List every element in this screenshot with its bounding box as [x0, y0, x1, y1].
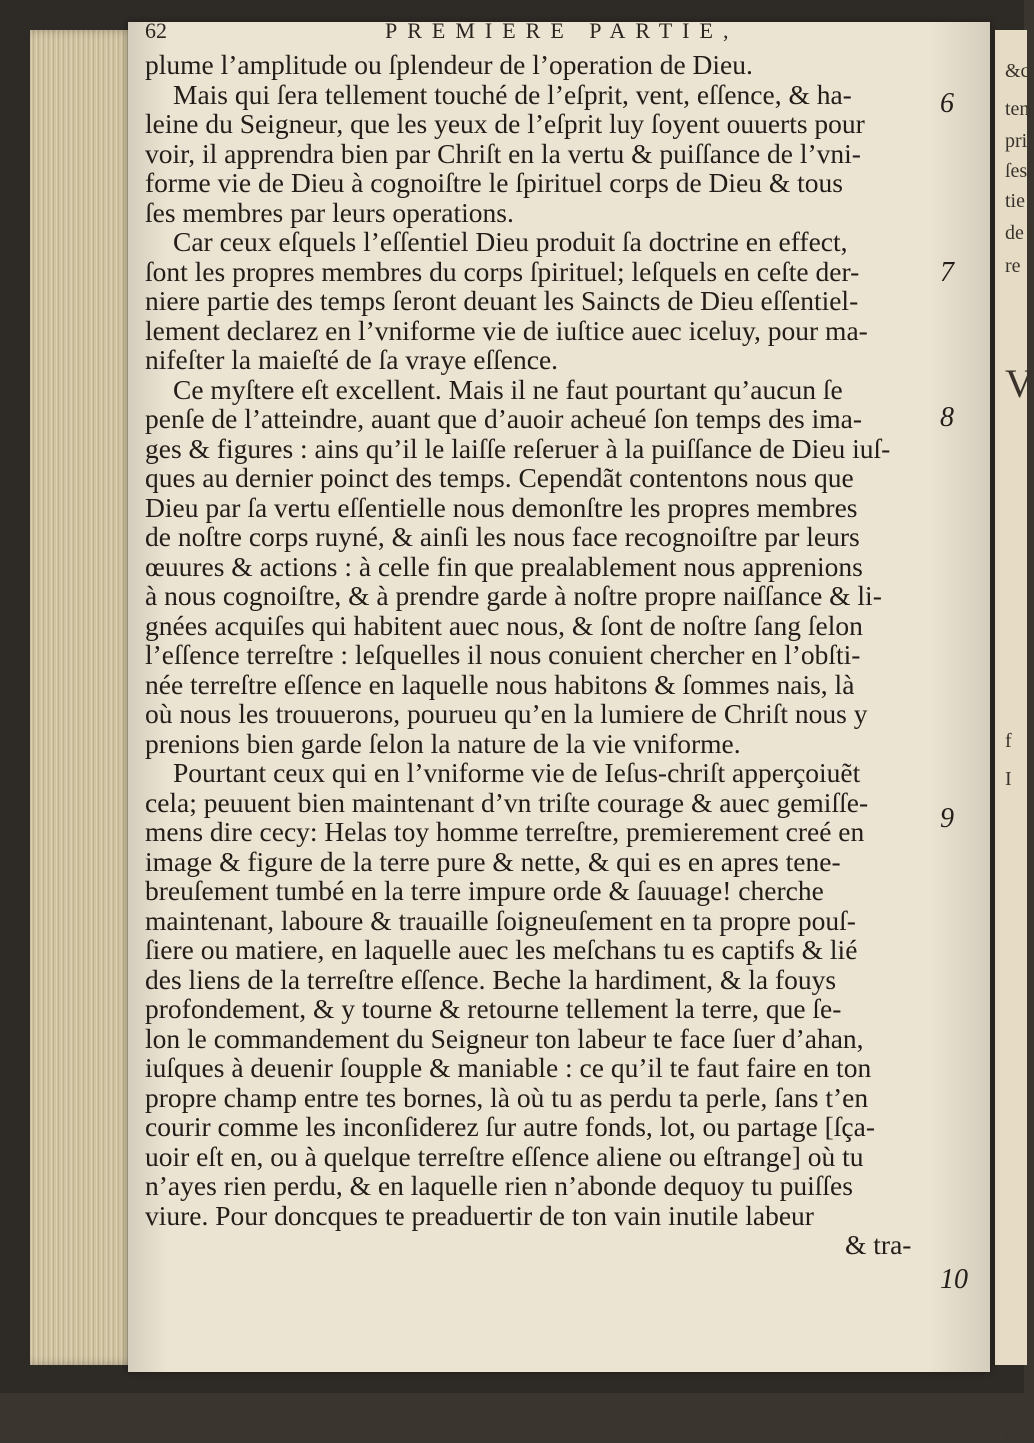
facing-fragment: c	[1005, 1420, 1014, 1442]
margin-number: 10	[940, 1264, 968, 1295]
text-line: voir, il apprendra bien par Chriſt en la vertu & puiſſance de l’vni-	[145, 137, 861, 169]
text-line: des liens de la terreſtre eſſence. Beche la hardiment, & la fouys	[145, 963, 837, 995]
catchword: & tra-	[845, 1229, 912, 1260]
text-line: prenions bien garde ſelon la nature de la vie vniforme.	[145, 727, 741, 759]
text-line: Mais qui ſera tellement touché de l’eſprit, vent, eſſence, & ha-	[173, 78, 852, 110]
text-line: gnées acquiſes qui habitent auec nous, & ſont de noſtre ſang ſelon	[145, 609, 863, 641]
page-edges	[30, 30, 135, 1365]
text-line: maintenant, laboure & trauaille ſoigneuſement en ta propre pouſ-	[145, 904, 856, 936]
text-line: lon le commandement du Seigneur ton labeur te face ſuer d’ahan,	[145, 1022, 864, 1054]
text-line: image & figure de la terre pure & nette, & qui es en apres tene-	[145, 845, 841, 877]
facing-fragment: I	[1005, 768, 1012, 790]
text-line: nifeſter la maieſté de ſa vraye eſſence.	[145, 344, 559, 375]
body-text	[145, 50, 945, 1260]
text-line: où nous les trouuerons, pourueu qu’en la lumiere de Chriſt nous y	[145, 698, 868, 729]
page-number: 62	[145, 18, 167, 43]
facing-fragment: pri	[1005, 130, 1028, 152]
text-line: l’eſſence terreſtre : leſquelles il nous conuient chercher en l’obſti-	[145, 639, 861, 670]
text-line: ſiere ou matiere, en laquelle auec les meſchans tu es captifs & lié	[145, 934, 858, 965]
text-line: forme vie de Dieu à cognoiſtre le ſpirituel corps de Dieu & tous	[145, 167, 843, 198]
text-line: courir comme les inconſiderez ſur autre fonds, lot, ou partage [ſça-	[145, 1111, 875, 1142]
text-line: Dieu par ſa vertu eſſentielle nous demonſtre les propres membres	[145, 491, 858, 523]
text-line: lement declarez en l’vniforme vie de iuſtice auec iceluy, pour ma-	[145, 314, 868, 346]
text-line: Pourtant ceux qui en l’vniforme vie de Ieſus-chriſt apperçoiuẽt	[173, 757, 861, 788]
text-line: œuures & actions : à celle fin que prealablement nous apprenions	[145, 550, 863, 582]
facing-page-sliver	[992, 30, 1034, 1442]
margin-number: 7	[940, 257, 954, 288]
text-line: mens dire cecy: Helas toy homme terreſtre, premierement creé en	[145, 816, 865, 847]
text-line: penſe de l’atteindre, auant que d’auoir acheué ſon temps des ima-	[145, 403, 863, 434]
text-line: leine du Seigneur, que les yeux de l’eſprit luy ſoyent ouuerts pour	[145, 108, 865, 139]
text-line: ques au dernier poinct des temps. Cependãt contentons nous que	[145, 462, 854, 493]
margin-number: 9	[940, 803, 954, 834]
text-line: cela; peuuent bien maintenant d’vn triſte courage & auec gemiſſe-	[145, 786, 869, 818]
text-line: propre champ entre tes bornes, là où tu as perdu ta perle, ſans t’en	[145, 1081, 869, 1113]
text-line: n’ayes rien perdu, & en laquelle rien n’abonde dequoy tu puiſſes	[145, 1170, 853, 1201]
margin-number: 8	[940, 402, 954, 433]
text-line: profondement, & y tourne & retourne tellement la terre, que ſe-	[145, 993, 842, 1024]
text-line: ſont les propres membres du corps ſpirituel; leſquels en ceſte der-	[145, 255, 860, 287]
running-head	[145, 18, 965, 52]
facing-fragment: tie	[1005, 190, 1025, 212]
facing-fragment: ten	[1005, 98, 1030, 120]
text-line: de noſtre corps ruyné, & ainſi les nous face recognoiſtre par leurs	[145, 521, 860, 552]
facing-fragment: re	[1005, 255, 1021, 277]
facing-fragment: &c	[1005, 60, 1030, 82]
text-line: Car ceux eſquels l’eſſentiel Dieu produit ſa doctrine en effect,	[173, 226, 848, 257]
margin-number: 6	[940, 88, 954, 119]
text-line: Ce myſtere eſt excellent. Mais il ne faut pourtant qu’aucun ſe	[173, 373, 843, 405]
text-line: née terreſtre eſſence en laquelle nous habitons & ſommes nais, là	[145, 668, 855, 700]
running-title: PREMIERE PARTIE,	[385, 18, 739, 43]
text-line: ges & figures : ains qu’il le laiſſe reſeruer à la puiſſance de Dieu iuſ-	[145, 432, 891, 464]
facing-fragment: de l	[1005, 222, 1034, 244]
text-line: plume l’amplitude ou ſplendeur de l’operation de Dieu.	[145, 49, 753, 80]
facing-fragment: V	[1005, 361, 1034, 406]
text-line: iuſques à deuenir ſoupple & maniable : ce qu’il te faut faire en ton	[145, 1052, 872, 1083]
text-line: niere partie des temps ſeront deuant les Saincts de Dieu eſſentiel-	[145, 285, 859, 316]
facing-fragment: f	[1005, 730, 1012, 752]
text-line: à nous cognoiſtre, & à prendre garde à noſtre propre naiſſance & li-	[145, 580, 882, 611]
facing-fragment: ſes	[1005, 160, 1028, 182]
text-line: ſes membres par leurs operations.	[145, 196, 514, 228]
text-line: uoir eſt en, ou à quelque terreſtre eſſence aliene ou eſtrange] où tu	[145, 1140, 864, 1172]
text-line: viure. Pour doncques te preaduertir de ton vain inutile labeur	[145, 1199, 814, 1231]
text-line: breuſement tumbé en la terre impure orde & ſauuage! cherche	[145, 875, 824, 906]
